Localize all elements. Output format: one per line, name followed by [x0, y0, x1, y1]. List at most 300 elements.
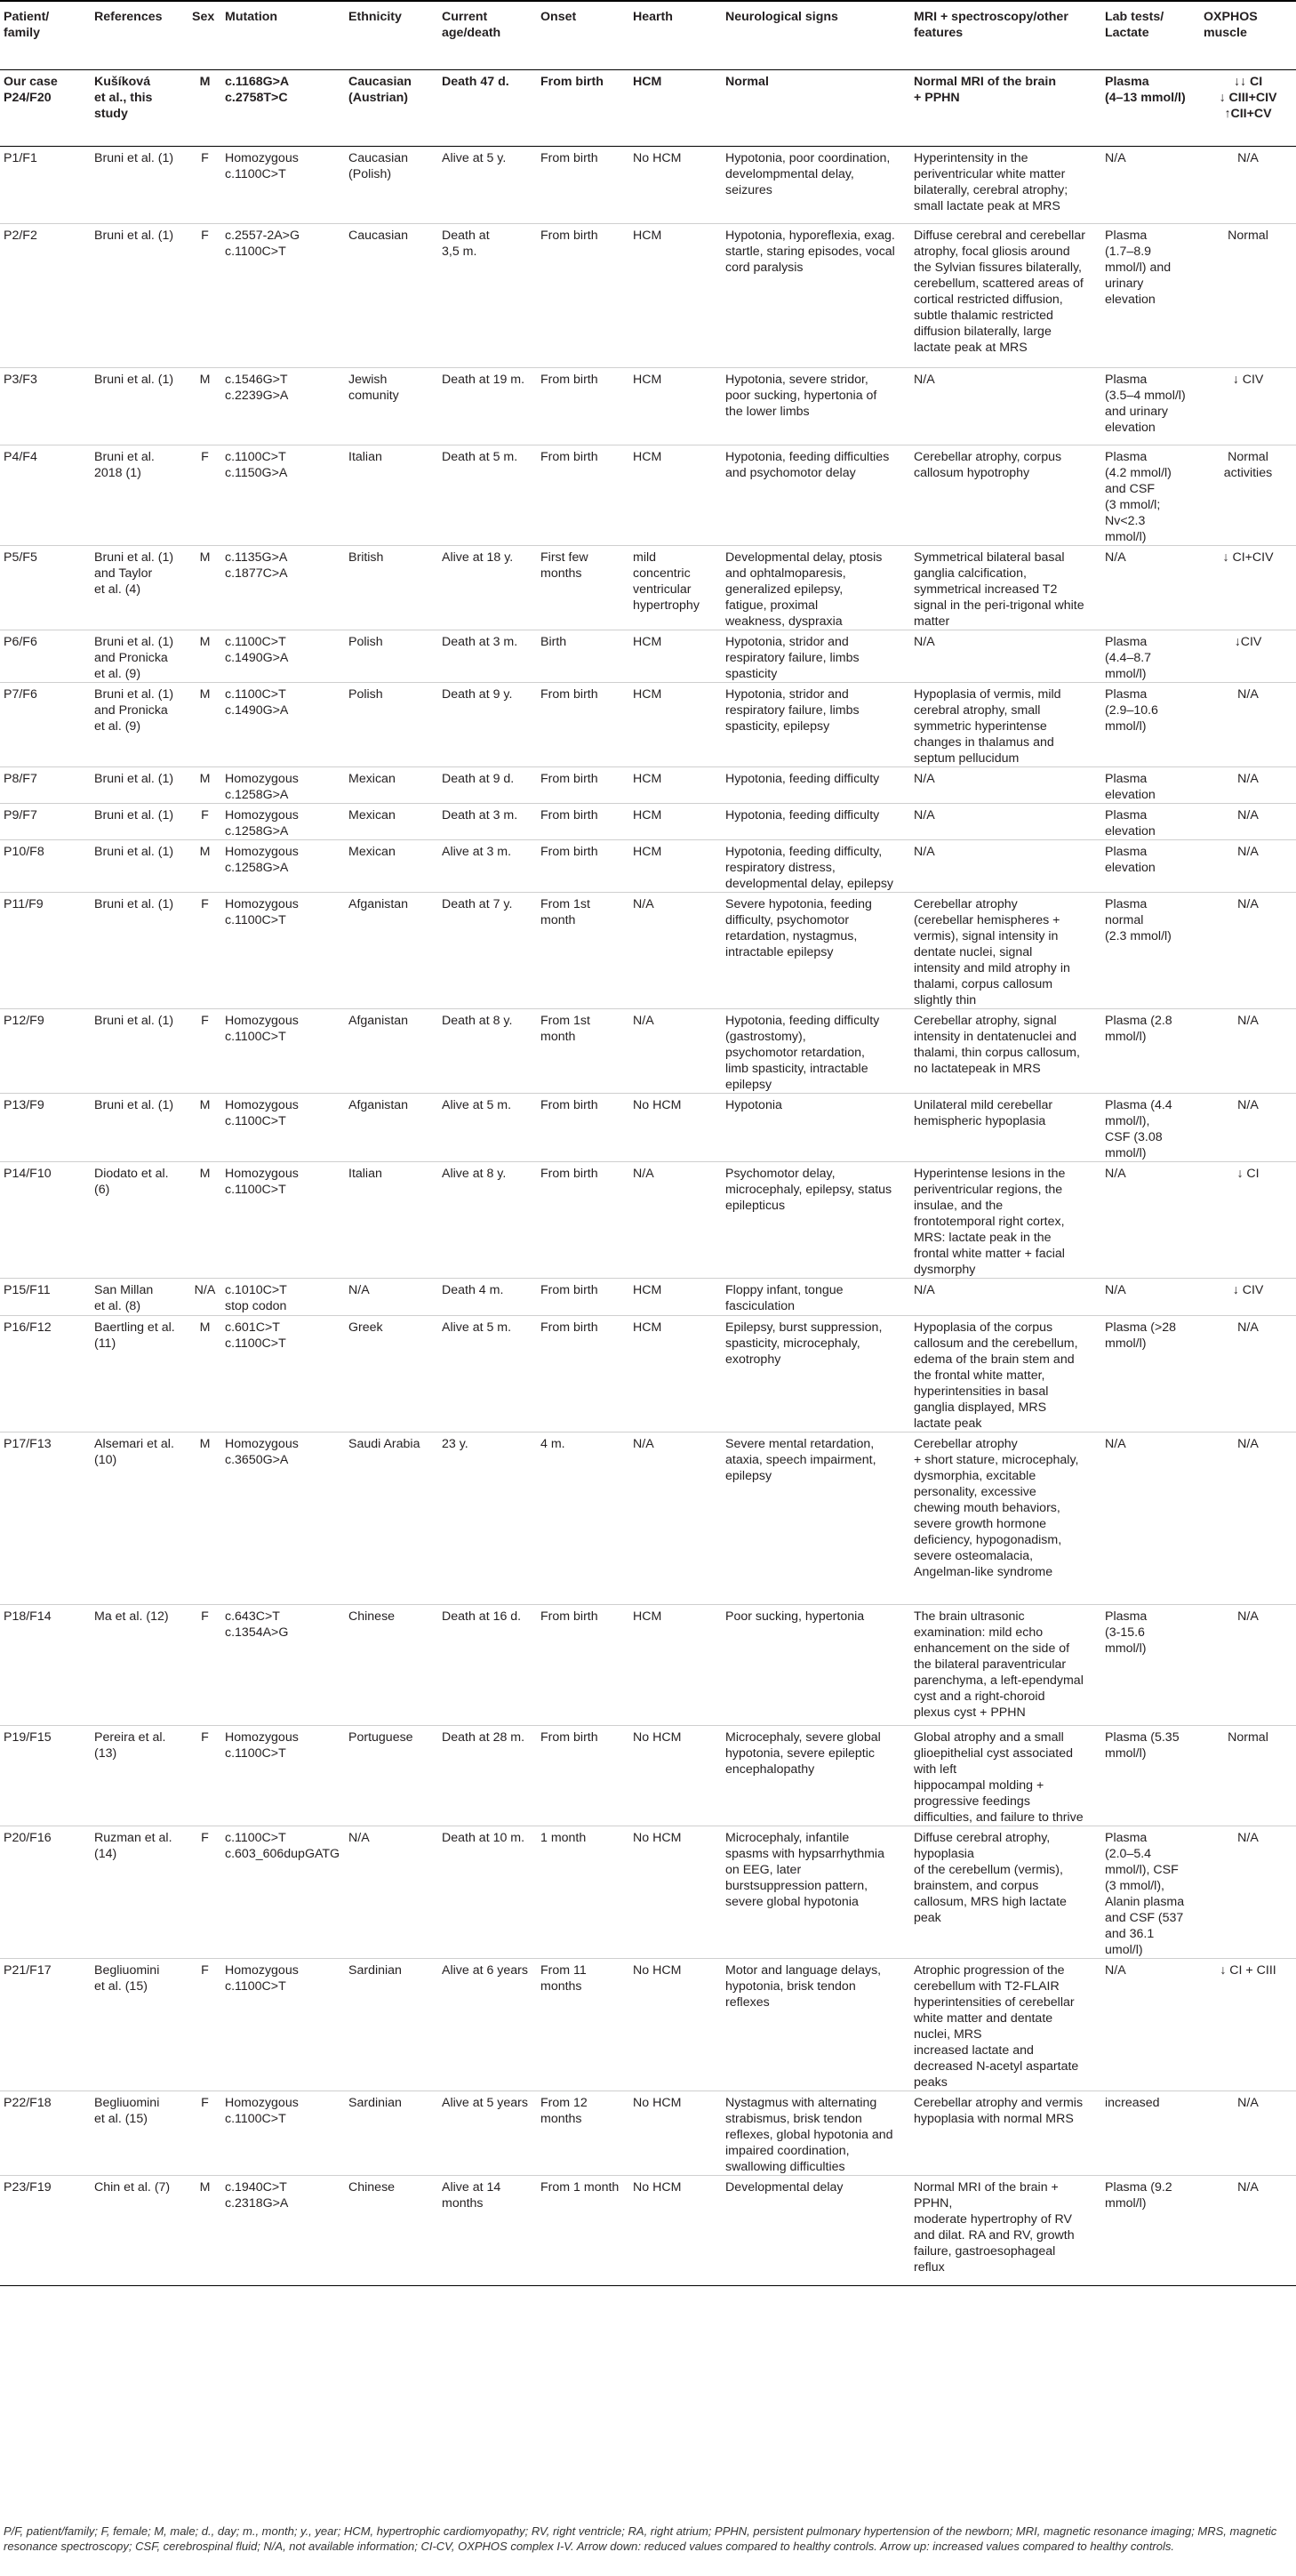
age-death-cell-text: Alive at 5 m.: [442, 1320, 512, 1335]
lab-tests-cell-text: N/A: [1105, 1437, 1126, 1451]
lab-tests-cell: [1101, 1826, 1200, 1959]
column-header: [537, 1, 629, 70]
lab-tests-cell: [1101, 1726, 1200, 1826]
column-header: [1200, 1, 1296, 70]
patient-family-cell: [0, 2091, 91, 2176]
mutation-cell-text: Homozygous c.1258G>A: [225, 845, 299, 875]
mutation-cell: [221, 1009, 345, 1094]
ethnicity-cell-text: Afganistan: [348, 1014, 409, 1028]
onset-cell: [537, 1726, 629, 1826]
mri-features-cell: [910, 1826, 1101, 1959]
onset-cell-text: From birth: [540, 373, 598, 387]
mutation-cell: [221, 147, 345, 224]
sex-cell: [188, 1605, 221, 1726]
onset-cell: [537, 2176, 629, 2286]
age-death-cell-text: Death at 10 m.: [442, 1831, 525, 1845]
reference-cell: [91, 630, 188, 683]
heart-cell-text: N/A: [633, 897, 654, 911]
mri-features-cell-text: Normal MRI of the brain + PPHN, moderate hypertrophy of RV and dilat. RA and RV, growth failure, gastroesophageal reflux: [914, 2180, 1075, 2275]
oxphos-cell: [1200, 147, 1296, 224]
table-footnote: P/F, patient/family; F, female; M, male; d., day; m., month; y., year; HCM, hypertrophic cardiomyopathy; RV, right ventricle; RA, right atrium; PPHN, persistent pulmonary hypertension of the newborn; MRI, magnetic resonance imaging; MRS, magnetic resonance spectroscopy; CSF, cerebrospinal fluid; N/A, not available information; CI-CV, OXPHOS complex I-V. Arrow down: reduced values compared to healthy controls. Arrow up: increased values compared to healthy controls.: [4, 2524, 1277, 2553]
patient-family-cell-text: P19/F15: [4, 1730, 52, 1745]
neurological-signs-cell-text: Normal: [725, 75, 769, 89]
patient-family-cell: [0, 1279, 91, 1316]
column-header: [910, 1, 1101, 70]
ethnicity-cell: [345, 147, 438, 224]
sex-cell-text: M: [199, 772, 211, 786]
lab-tests-cell-text: Plasma (4.2 mmol/l) and CSF (3 mmol/l; Nv<2.3 mmol/l): [1105, 450, 1172, 544]
neurological-signs-cell: [722, 683, 910, 767]
mri-features-cell-text: Cerebellar atrophy, corpus callosum hypotrophy: [914, 450, 1062, 480]
ethnicity-cell: [345, 1826, 438, 1959]
age-death-cell: [438, 767, 537, 804]
onset-cell-text: First few months: [540, 550, 588, 581]
mutation-cell-text: c.1010C>T stop codon: [225, 1283, 287, 1313]
patient-family-cell-text: P8/F7: [4, 772, 37, 786]
age-death-cell-text: Death at 7 y.: [442, 897, 513, 911]
ethnicity-cell: [345, 1726, 438, 1826]
onset-cell: [537, 1162, 629, 1279]
sex-cell: [188, 893, 221, 1009]
lab-tests-cell-text: Plasma (4.4–8.7 mmol/l): [1105, 635, 1152, 681]
ethnicity-cell: [345, 546, 438, 630]
lab-tests-cell-text: N/A: [1105, 1283, 1126, 1297]
lab-tests-cell-text: Plasma (2.0–5.4 mmol/l), CSF (3 mmol/l), Alanin plasma and CSF (537 and 36.1 umol/l): [1105, 1831, 1185, 1957]
age-death-cell: [438, 804, 537, 840]
age-death-cell: [438, 546, 537, 630]
mri-features-cell: [910, 893, 1101, 1009]
reference-cell-text: Chin et al. (7): [94, 2180, 171, 2195]
age-death-cell-text: Death at 9 y.: [442, 687, 513, 702]
mri-features-cell: [910, 630, 1101, 683]
age-death-cell-text: Death at 3 m.: [442, 808, 518, 823]
sex-cell-text: F: [201, 1730, 209, 1745]
age-death-cell: [438, 1726, 537, 1826]
sex-cell: [188, 1432, 221, 1605]
mutation-cell: [221, 1432, 345, 1605]
ethnicity-cell-text: Saudi Arabia: [348, 1437, 420, 1451]
mri-features-cell-text: Symmetrical bilateral basal ganglia calcification, symmetrical increased T2 signal in the peri-trigonal white matter: [914, 550, 1084, 629]
mutation-cell-text: Homozygous c.1100C>T: [225, 151, 299, 181]
ethnicity-cell-text: British: [348, 550, 384, 565]
oxphos-cell-text: N/A: [1237, 772, 1259, 786]
onset-cell: [537, 224, 629, 368]
oxphos-cell-text: N/A: [1237, 151, 1259, 165]
ethnicity-cell-text: Mexican: [348, 772, 396, 786]
patient-family-cell-text: P12/F9: [4, 1014, 44, 1028]
column-header-label: Patient/ family: [4, 10, 50, 40]
reference-cell: [91, 1279, 188, 1316]
mutation-cell: [221, 2091, 345, 2176]
lab-tests-cell: [1101, 1959, 1200, 2091]
patient-family-cell: [0, 683, 91, 767]
ethnicity-cell: [345, 445, 438, 546]
heart-cell: [629, 1316, 722, 1432]
onset-cell-text: From birth: [540, 1730, 598, 1745]
sex-cell-text: M: [199, 75, 211, 89]
age-death-cell-text: Alive at 5 m.: [442, 1098, 512, 1112]
mutation-cell-text: c.1940C>T c.2318G>A: [225, 2180, 289, 2211]
oxphos-cell-text: N/A: [1237, 1609, 1259, 1624]
lab-tests-cell-text: Plasma (9.2 mmol/l): [1105, 2180, 1172, 2211]
mutation-cell-text: c.2557-2A>G c.1100C>T: [225, 229, 300, 259]
heart-cell-text: No HCM: [633, 2180, 682, 2195]
column-header-label: Ethnicity: [348, 10, 402, 24]
age-death-cell-text: Death at 28 m.: [442, 1730, 525, 1745]
mri-features-cell: [910, 2091, 1101, 2176]
mutation-cell-text: Homozygous c.1100C>T: [225, 1098, 299, 1128]
ethnicity-cell: [345, 70, 438, 147]
reference-cell-text: Bruni et al. (1): [94, 808, 174, 823]
oxphos-cell: [1200, 1162, 1296, 1279]
sex-cell: [188, 1094, 221, 1162]
table-row: [0, 683, 1296, 767]
lab-tests-cell-text: N/A: [1105, 151, 1126, 165]
onset-cell-text: From birth: [540, 808, 598, 823]
table-row: [0, 1726, 1296, 1826]
sex-cell-text: F: [201, 151, 209, 165]
lab-tests-cell: [1101, 630, 1200, 683]
mutation-cell: [221, 1316, 345, 1432]
onset-cell: [537, 546, 629, 630]
mutation-cell-text: c.1100C>T c.1490G>A: [225, 687, 289, 718]
mri-features-cell: [910, 1959, 1101, 2091]
onset-cell: [537, 70, 629, 147]
oxphos-cell: [1200, 2091, 1296, 2176]
neurological-signs-cell-text: Hypotonia, stridor and respiratory failure, limbs spasticity: [725, 635, 860, 681]
heart-cell-text: HCM: [633, 1609, 662, 1624]
patient-family-cell: [0, 767, 91, 804]
mri-features-cell-text: Cerebellar atrophy and vermis hypoplasia with normal MRS: [914, 2096, 1084, 2126]
onset-cell: [537, 1959, 629, 2091]
column-header: [221, 1, 345, 70]
mutation-cell-text: c.1100C>T c.603_606dupGATG: [225, 1831, 340, 1861]
column-header-label: Onset: [540, 10, 577, 24]
ethnicity-cell-text: Sardinian: [348, 2096, 402, 2110]
table-row: [0, 630, 1296, 683]
lab-tests-cell: [1101, 1279, 1200, 1316]
age-death-cell-text: Death 4 m.: [442, 1283, 504, 1297]
reference-cell: [91, 1605, 188, 1726]
mri-features-cell-text: N/A: [914, 845, 935, 859]
onset-cell-text: From birth: [540, 1320, 598, 1335]
oxphos-cell: [1200, 445, 1296, 546]
sex-cell-text: M: [199, 845, 211, 859]
neurological-signs-cell-text: Nystagmus with alternating strabismus, brisk tendon reflexes, global hypotonia and impaired coordination, swallowing difficulties: [725, 2096, 893, 2174]
patient-family-cell: [0, 2176, 91, 2286]
age-death-cell: [438, 368, 537, 445]
lab-tests-cell-text: increased: [1105, 2096, 1160, 2110]
sex-cell-text: F: [201, 1014, 209, 1028]
onset-cell-text: From birth: [540, 1098, 598, 1112]
oxphos-cell: [1200, 683, 1296, 767]
table-row: [0, 368, 1296, 445]
patient-family-cell: [0, 70, 91, 147]
patient-family-cell: [0, 1009, 91, 1094]
patient-family-cell: [0, 1826, 91, 1959]
oxphos-cell-text: ↓CIV: [1234, 635, 1262, 649]
ethnicity-cell: [345, 1094, 438, 1162]
onset-cell-text: From 1st month: [540, 1014, 590, 1044]
mutation-cell: [221, 224, 345, 368]
mri-features-cell-text: N/A: [914, 808, 935, 823]
oxphos-cell: [1200, 630, 1296, 683]
heart-cell-text: HCM: [633, 687, 662, 702]
lab-tests-cell-text: Plasma elevation: [1105, 808, 1156, 839]
ethnicity-cell: [345, 1009, 438, 1094]
heart-cell: [629, 445, 722, 546]
age-death-cell: [438, 147, 537, 224]
heart-cell-text: HCM: [633, 772, 662, 786]
lab-tests-cell: [1101, 70, 1200, 147]
neurological-signs-cell-text: Hypotonia, feeding difficulty, respiratory distress, developmental delay, epilepsy: [725, 845, 894, 891]
mri-features-cell: [910, 840, 1101, 893]
patient-family-cell: [0, 1094, 91, 1162]
ethnicity-cell-text: Italian: [348, 450, 382, 464]
sex-cell-text: M: [199, 1098, 211, 1112]
ethnicity-cell-text: Greek: [348, 1320, 383, 1335]
heart-cell: [629, 804, 722, 840]
sex-cell: [188, 683, 221, 767]
mutation-cell: [221, 893, 345, 1009]
mri-features-cell: [910, 224, 1101, 368]
sex-cell: [188, 767, 221, 804]
lab-tests-cell-text: N/A: [1105, 1963, 1126, 1978]
neurological-signs-cell: [722, 1826, 910, 1959]
sex-cell-text: F: [201, 1963, 209, 1978]
mri-features-cell-text: Diffuse cerebral and cerebellar atrophy, focal gliosis around the Sylvian fissures bilaterally, cerebellum, scattered areas of cortical restricted diffusion, subtle thalamic restricted diffusion bilaterally, large lactate peak at MRS: [914, 229, 1085, 355]
ethnicity-cell-text: Caucasian (Polish): [348, 151, 409, 181]
mri-features-cell: [910, 147, 1101, 224]
onset-cell-text: From birth: [540, 1283, 598, 1297]
age-death-cell-text: 23 y.: [442, 1437, 468, 1451]
lab-tests-cell-text: Plasma (2.9–10.6 mmol/l): [1105, 687, 1158, 734]
heart-cell-text: N/A: [633, 1167, 654, 1181]
heart-cell: [629, 1726, 722, 1826]
onset-cell-text: Birth: [540, 635, 567, 649]
reference-cell: [91, 2176, 188, 2286]
onset-cell-text: From birth: [540, 1609, 598, 1624]
reference-cell: [91, 840, 188, 893]
onset-cell: [537, 1279, 629, 1316]
oxphos-cell-text: ↓↓ CI ↓ CIII+CIV ↑CII+CV: [1219, 75, 1277, 121]
oxphos-cell: [1200, 1009, 1296, 1094]
age-death-cell-text: Alive at 5 years: [442, 2096, 528, 2110]
lab-tests-cell: [1101, 1162, 1200, 1279]
table-row: [0, 1605, 1296, 1726]
neurological-signs-cell: [722, 1279, 910, 1316]
patient-family-cell: [0, 1959, 91, 2091]
mutation-cell-text: Homozygous c.1258G>A: [225, 808, 299, 839]
heart-cell: [629, 1009, 722, 1094]
ethnicity-cell: [345, 767, 438, 804]
onset-cell-text: From birth: [540, 845, 598, 859]
oxphos-cell-text: Normal: [1228, 229, 1268, 243]
lab-tests-cell-text: Plasma (1.7–8.9 mmol/l) and urinary elevation: [1105, 229, 1172, 307]
onset-cell-text: 1 month: [540, 1831, 587, 1845]
age-death-cell: [438, 1279, 537, 1316]
age-death-cell: [438, 1959, 537, 2091]
neurological-signs-cell-text: Microcephaly, infantile spasms with hypsarrhythmia on EEG, later burstsuppression pattern, severe global hypotonia: [725, 1831, 884, 1909]
lab-tests-cell: [1101, 683, 1200, 767]
mri-features-cell-text: N/A: [914, 373, 935, 387]
mutation-cell: [221, 546, 345, 630]
oxphos-cell-text: N/A: [1237, 808, 1259, 823]
column-header-label: Neurological signs: [725, 10, 838, 24]
ethnicity-cell-text: Chinese: [348, 1609, 396, 1624]
age-death-cell: [438, 224, 537, 368]
age-death-cell: [438, 1162, 537, 1279]
mutation-cell-text: Homozygous c.3650G>A: [225, 1437, 299, 1467]
mutation-cell: [221, 1605, 345, 1726]
heart-cell: [629, 1959, 722, 2091]
neurological-signs-cell-text: Developmental delay: [725, 2180, 844, 2195]
heart-cell-text: HCM: [633, 1320, 662, 1335]
sex-cell-text: M: [199, 635, 211, 649]
mutation-cell: [221, 767, 345, 804]
neurological-signs-cell-text: Epilepsy, burst suppression, spasticity, microcephaly, exotrophy: [725, 1320, 883, 1367]
column-header: [345, 1, 438, 70]
sex-cell-text: N/A: [194, 1283, 216, 1297]
reference-cell-text: Bruni et al. (1): [94, 373, 174, 387]
oxphos-cell: [1200, 1959, 1296, 2091]
mri-features-cell: [910, 368, 1101, 445]
heart-cell: [629, 893, 722, 1009]
neurological-signs-cell-text: Hypotonia, severe stridor, poor sucking, hypertonia of the lower limbs: [725, 373, 877, 419]
sex-cell-text: M: [199, 2180, 211, 2195]
oxphos-cell-text: N/A: [1237, 1014, 1259, 1028]
age-death-cell: [438, 683, 537, 767]
ethnicity-cell-text: Sardinian: [348, 1963, 402, 1978]
onset-cell: [537, 683, 629, 767]
patient-family-cell-text: P18/F14: [4, 1609, 52, 1624]
sex-cell: [188, 1279, 221, 1316]
lab-tests-cell: [1101, 224, 1200, 368]
lab-tests-cell: [1101, 2176, 1200, 2286]
neurological-signs-cell-text: Hypotonia, feeding difficulty: [725, 772, 880, 786]
mri-features-cell-text: Diffuse cerebral atrophy, hypoplasia of the cerebellum (vermis), brainstem, and corpus callosum, MRS high lactate peak: [914, 1831, 1067, 1925]
neurological-signs-cell-text: Psychomotor delay, microcephaly, epilepsy, status epilepticus: [725, 1167, 892, 1213]
neurological-signs-cell: [722, 1316, 910, 1432]
oxphos-cell-text: N/A: [1237, 2096, 1259, 2110]
heart-cell-text: No HCM: [633, 1098, 682, 1112]
age-death-cell-text: Alive at 5 y.: [442, 151, 507, 165]
ethnicity-cell: [345, 1279, 438, 1316]
sex-cell-text: F: [201, 1831, 209, 1845]
mri-features-cell: [910, 1094, 1101, 1162]
mri-features-cell: [910, 1162, 1101, 1279]
column-header-label: OXPHOS muscle: [1204, 10, 1258, 40]
sex-cell: [188, 1162, 221, 1279]
neurological-signs-cell-text: Developmental delay, ptosis and ophtalmoparesis, generalized epilepsy, fatigue, proximal weakness, dyspraxia: [725, 550, 883, 629]
mri-features-cell: [910, 546, 1101, 630]
onset-cell: [537, 1432, 629, 1605]
ethnicity-cell-text: Italian: [348, 1167, 382, 1181]
lab-tests-cell-text: Plasma (5.35 mmol/l): [1105, 1730, 1180, 1761]
ethnicity-cell-text: Caucasian: [348, 229, 409, 243]
table-row: [0, 1279, 1296, 1316]
ethnicity-cell-text: Polish: [348, 687, 383, 702]
patient-family-cell-text: P15/F11: [4, 1283, 51, 1297]
ethnicity-cell-text: N/A: [348, 1831, 370, 1845]
sex-cell: [188, 445, 221, 546]
mri-features-cell-text: Cerebellar atrophy, signal intensity in dentatenuclei and thalami, thin corpus callosum, no lactatepeak in MRS: [914, 1014, 1080, 1076]
table-row: [0, 840, 1296, 893]
patient-family-cell-text: P16/F12: [4, 1320, 52, 1335]
mri-features-cell: [910, 1009, 1101, 1094]
ethnicity-cell-text: Mexican: [348, 845, 396, 859]
reference-cell-text: San Millan et al. (8): [94, 1283, 154, 1313]
onset-cell: [537, 2091, 629, 2176]
onset-cell-text: From birth: [540, 151, 598, 165]
reference-cell: [91, 147, 188, 224]
onset-cell: [537, 1605, 629, 1726]
onset-cell: [537, 445, 629, 546]
sex-cell: [188, 70, 221, 147]
mutation-cell-text: c.643C>T c.1354A>G: [225, 1609, 289, 1640]
oxphos-cell-text: ↓ CI + CIII: [1220, 1963, 1276, 1978]
mutation-cell: [221, 1826, 345, 1959]
oxphos-cell: [1200, 1316, 1296, 1432]
patient-family-cell-text: P1/F1: [4, 151, 37, 165]
reference-cell: [91, 1316, 188, 1432]
heart-cell-text: mild concentric ventricular hypertrophy: [633, 550, 700, 613]
mutation-cell-text: Homozygous c.1100C>T: [225, 1963, 299, 1994]
column-header-label: Current age/death: [442, 10, 501, 40]
lab-tests-cell: [1101, 1316, 1200, 1432]
neurological-signs-cell: [722, 368, 910, 445]
table-row: [0, 1009, 1296, 1094]
mutation-cell-text: c.1100C>T c.1490G>A: [225, 635, 289, 665]
neurological-signs-cell: [722, 445, 910, 546]
age-death-cell-text: Alive at 6 years: [442, 1963, 528, 1978]
mri-features-cell-text: Normal MRI of the brain + PPHN: [914, 75, 1057, 105]
table-row: [0, 445, 1296, 546]
reference-cell: [91, 546, 188, 630]
neurological-signs-cell-text: Hypotonia: [725, 1098, 782, 1112]
mri-features-cell: [910, 1316, 1101, 1432]
mri-features-cell-text: N/A: [914, 1283, 935, 1297]
ethnicity-cell: [345, 368, 438, 445]
sex-cell: [188, 368, 221, 445]
lab-tests-cell: [1101, 1094, 1200, 1162]
reference-cell: [91, 1094, 188, 1162]
lab-tests-cell-text: Plasma normal (2.3 mmol/l): [1105, 897, 1172, 943]
patient-family-cell: [0, 445, 91, 546]
onset-cell: [537, 147, 629, 224]
age-death-cell-text: Death 47 d.: [442, 75, 509, 89]
ethnicity-cell: [345, 683, 438, 767]
onset-cell-text: From 12 months: [540, 2096, 588, 2126]
heart-cell-text: HCM: [633, 845, 662, 859]
mutation-cell-text: Homozygous c.1100C>T: [225, 897, 299, 927]
reference-cell: [91, 804, 188, 840]
reference-cell-text: Bruni et al. (1): [94, 772, 174, 786]
ethnicity-cell: [345, 2176, 438, 2286]
mutation-cell: [221, 1162, 345, 1279]
mutation-cell: [221, 2176, 345, 2286]
heart-cell-text: HCM: [633, 229, 662, 243]
mri-features-cell-text: Hypoplasia of the corpus callosum and the cerebellum, edema of the brain stem and the frontal white matter, hyperintensities in basal ganglia displayed, MRS lactate peak: [914, 1320, 1078, 1431]
neurological-signs-cell: [722, 1959, 910, 2091]
oxphos-cell: [1200, 224, 1296, 368]
heart-cell-text: No HCM: [633, 1730, 682, 1745]
reference-cell-text: Bruni et al. (1) and Taylor et al. (4): [94, 550, 174, 597]
mutation-cell: [221, 70, 345, 147]
patient-family-cell: [0, 1605, 91, 1726]
mutation-cell: [221, 445, 345, 546]
patient-family-cell: [0, 546, 91, 630]
